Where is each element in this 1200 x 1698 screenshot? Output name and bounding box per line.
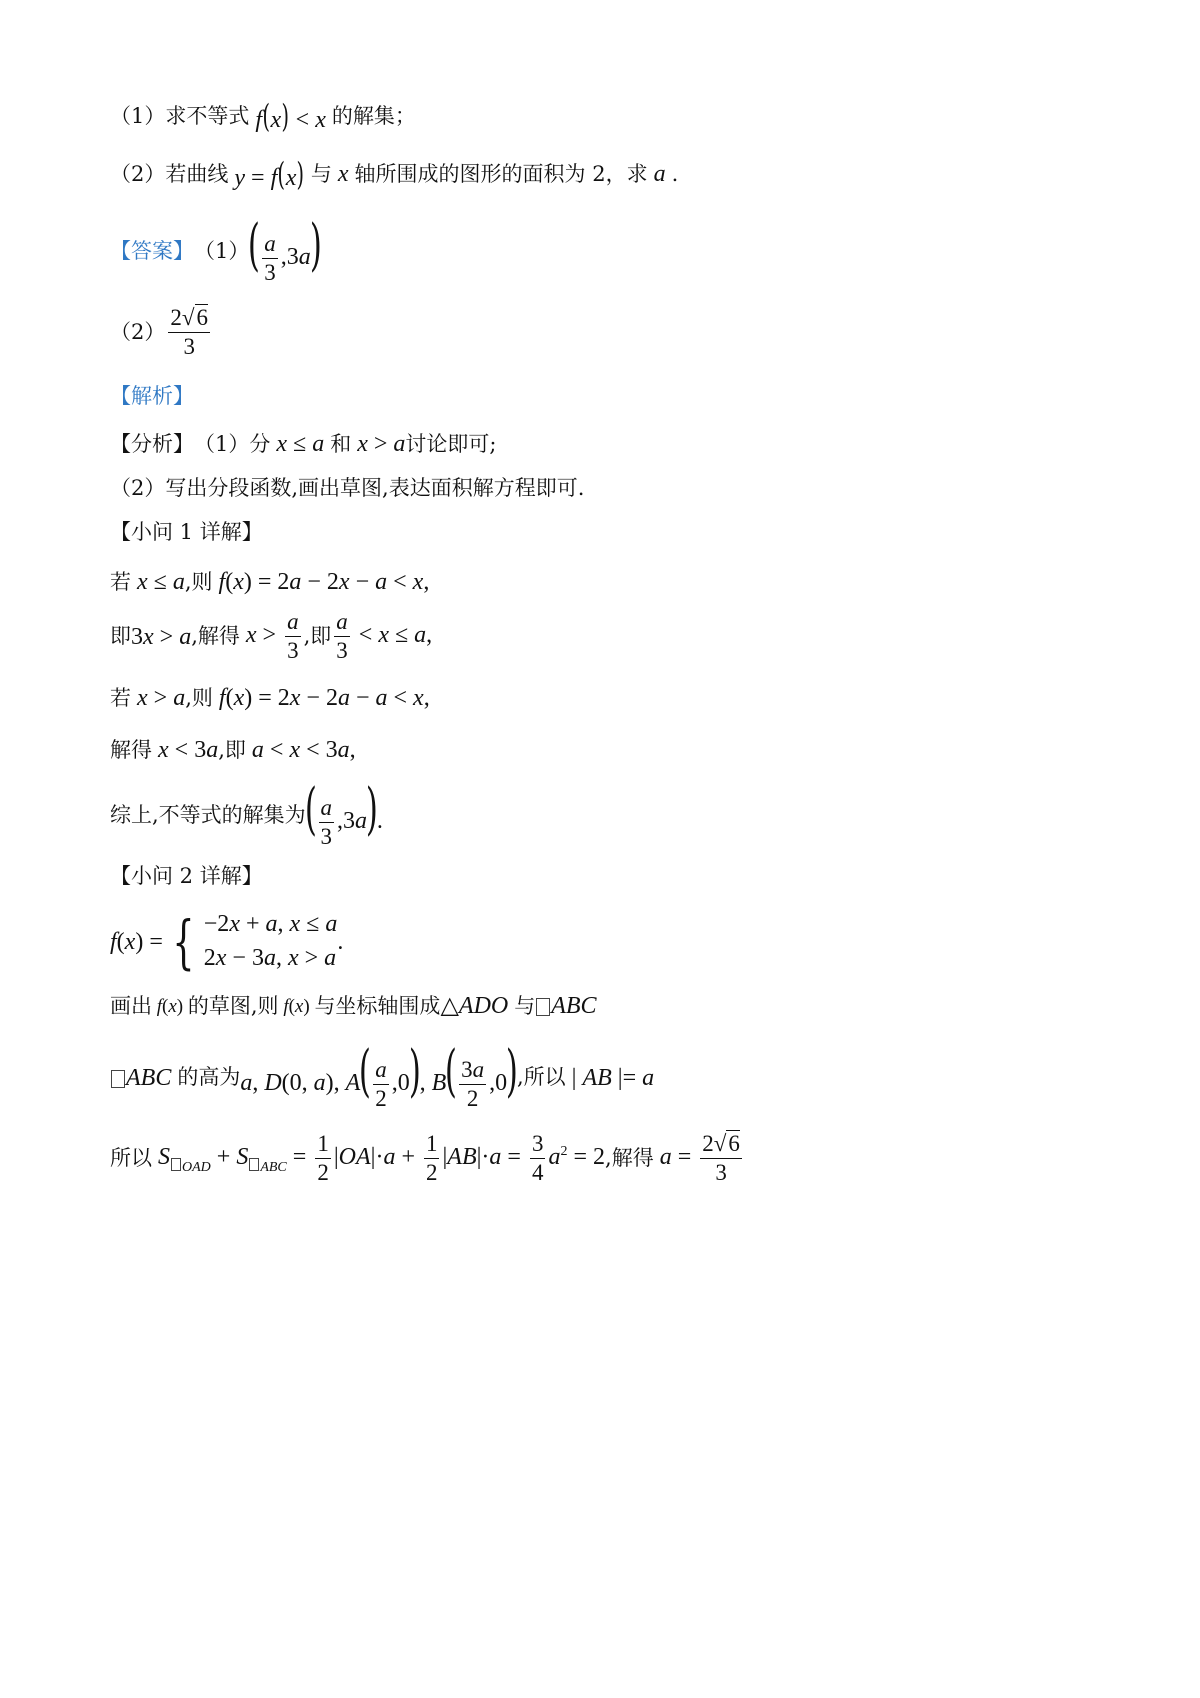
fenxi-line-1 [110, 432, 496, 456]
sub2-l4-a: 所以 [110, 1146, 152, 1171]
sub1-l2-res: x > $\frac{a}{3}$ [245, 609, 299, 664]
sub1-l1-b: ,则 [184, 569, 213, 594]
sub2-l4-eq: S $_{OAD}$ + S $_{ABC}$ = $\frac{1}{2}$ |OA|·a + $\frac{1}{2}$ |AB|·a = $\frac{3}{4}$ $a^2 = 2$ [158, 1131, 606, 1186]
sub1-l2-range: $\frac{a}{3}$ < x ≤ a, [336, 609, 433, 664]
sub1-l1-eq: f(x) = 2a − 2x − a < x, [218, 569, 430, 595]
sub2-l2-f1: f(x) [156, 995, 188, 1017]
q2-text-b: 与 [310, 161, 332, 186]
answer-part2: （2） [110, 320, 166, 345]
sub1-l4-a: 解得 [110, 737, 152, 762]
fenxi-line2: （2）写出分段函数,画出草图,表达面积解方程即可. [110, 476, 585, 500]
sub2-cases: −2x + a, x ≤ a 2x − 3a, x > a [203, 911, 338, 971]
sub2-line-3 [110, 1039, 655, 1111]
sub2-l2-d: 与 [514, 993, 536, 1018]
q2-x: x [331, 161, 355, 187]
q1-text-b: 的解集； [331, 103, 416, 128]
q2-text-a: 若曲线 [165, 161, 229, 186]
sub2-l2-b: 的草图,则 [187, 993, 279, 1018]
analysis-label: 【解析】 [110, 384, 194, 408]
q2-num: （2） [110, 161, 166, 186]
fenxi-cond-2: x > a [357, 431, 406, 457]
sub1-l4-range: a < x < 3a, [251, 737, 356, 763]
sub1-l5-set: ( $\frac{a}{3}$ ,3a). [304, 777, 383, 849]
question-2 [110, 155, 679, 193]
q1-formula: f(x) < x [255, 97, 326, 135]
sub1-line-3 [110, 686, 430, 710]
q2-a: a [647, 161, 672, 187]
fenxi-line1-a: （1）分 [194, 431, 271, 456]
answer-part1: （1） [194, 239, 250, 264]
sub2-l3-points: a, D(0, a), A( $\frac{a}{2}$ ,0), B( $\frac{3a}{2}$ ,0) [240, 1039, 519, 1111]
sub1-title-text: 【小问 1 详解】 [110, 520, 263, 544]
q2-text-d: . [671, 161, 679, 186]
sub2-line-2 [110, 994, 597, 1018]
answer-1 [110, 213, 322, 285]
sub2-l4-b: ,解得 [605, 1146, 654, 1171]
sub1-line-4 [110, 738, 356, 762]
sub1-title [110, 522, 263, 543]
sub2-l2-c: 与坐标轴围成 [314, 993, 441, 1018]
sub2-l2-tri2: ABC [535, 994, 596, 1018]
sub1-line-5 [110, 777, 383, 849]
sub2-l3-c: ,所以 [516, 1065, 566, 1090]
sub2-line-4 [110, 1132, 745, 1185]
sub2-brace: { [172, 907, 195, 976]
sub2-l4-res: a = $\frac{2√6}{3}$ [659, 1131, 740, 1186]
sub1-line-2 [110, 610, 432, 663]
sub1-l4-b: ,即 [218, 737, 246, 762]
fenxi-line1-b: 和 [330, 431, 352, 456]
sub2-l3-tri: ABC [110, 1066, 177, 1090]
sub1-l4-ineq: x < 3a [158, 737, 219, 763]
sub2-l3-b: 的高为 [177, 1065, 241, 1090]
answer-2-fraction: $\frac{2√6}{3}$ [170, 305, 208, 360]
q1-num: （1） [110, 103, 166, 128]
sub1-l2-a: 即 [110, 624, 131, 649]
fenxi-line-2 [110, 478, 584, 499]
sub2-l2-a: 画出 [110, 993, 152, 1018]
sub2-period: . [337, 928, 344, 955]
fenxi-line1-c: 讨论即可; [405, 431, 497, 456]
fenxi-cond-1: x ≤ a [276, 431, 325, 457]
sub1-l2-b: ,解得 [191, 624, 240, 649]
sub1-l3-b: ,则 [185, 685, 213, 710]
sub1-l2-c: ,即 [303, 624, 332, 649]
q2-text-c: 轴所围成的图形的面积为 2，求 [354, 161, 648, 186]
sub1-l3-cond: x > a [137, 685, 186, 711]
q2-formula: y = f(x) [234, 155, 305, 193]
sub2-l3-ab: | AB |= a [565, 1064, 655, 1091]
question-1 [110, 97, 416, 135]
sub2-title-text: 【小问 2 详解】 [110, 864, 263, 888]
q1-text-a: 求不等式 [165, 103, 250, 128]
sub1-l2-ineq: 3x > a [131, 623, 192, 650]
sub1-l1-cond: x ≤ a [137, 569, 185, 595]
sub1-l5-a: 综上,不等式的解集为 [110, 803, 306, 828]
sub2-title [110, 866, 263, 887]
sub1-line-1 [110, 570, 429, 594]
answer-tag: 【答案】 [110, 239, 194, 264]
sub1-l3-eq: f(x) = 2x − 2a − a < x, [218, 685, 430, 711]
sub2-l2-f2: f(x) [283, 995, 315, 1017]
sub1-l3-a: 若 [110, 685, 131, 710]
sub2-l2-tri1: △ADO [440, 993, 509, 1019]
answer-1-formula: ( $\frac{a}{3}$ ,3a) [248, 213, 322, 285]
fenxi-tag: 【分析】 [110, 431, 194, 456]
sub1-l1-a: 若 [110, 569, 131, 594]
answer-2 [110, 306, 213, 359]
analysis-tag [110, 386, 194, 407]
sub2-f-def: f(x) = [110, 928, 163, 955]
sub2-piecewise [110, 908, 343, 975]
